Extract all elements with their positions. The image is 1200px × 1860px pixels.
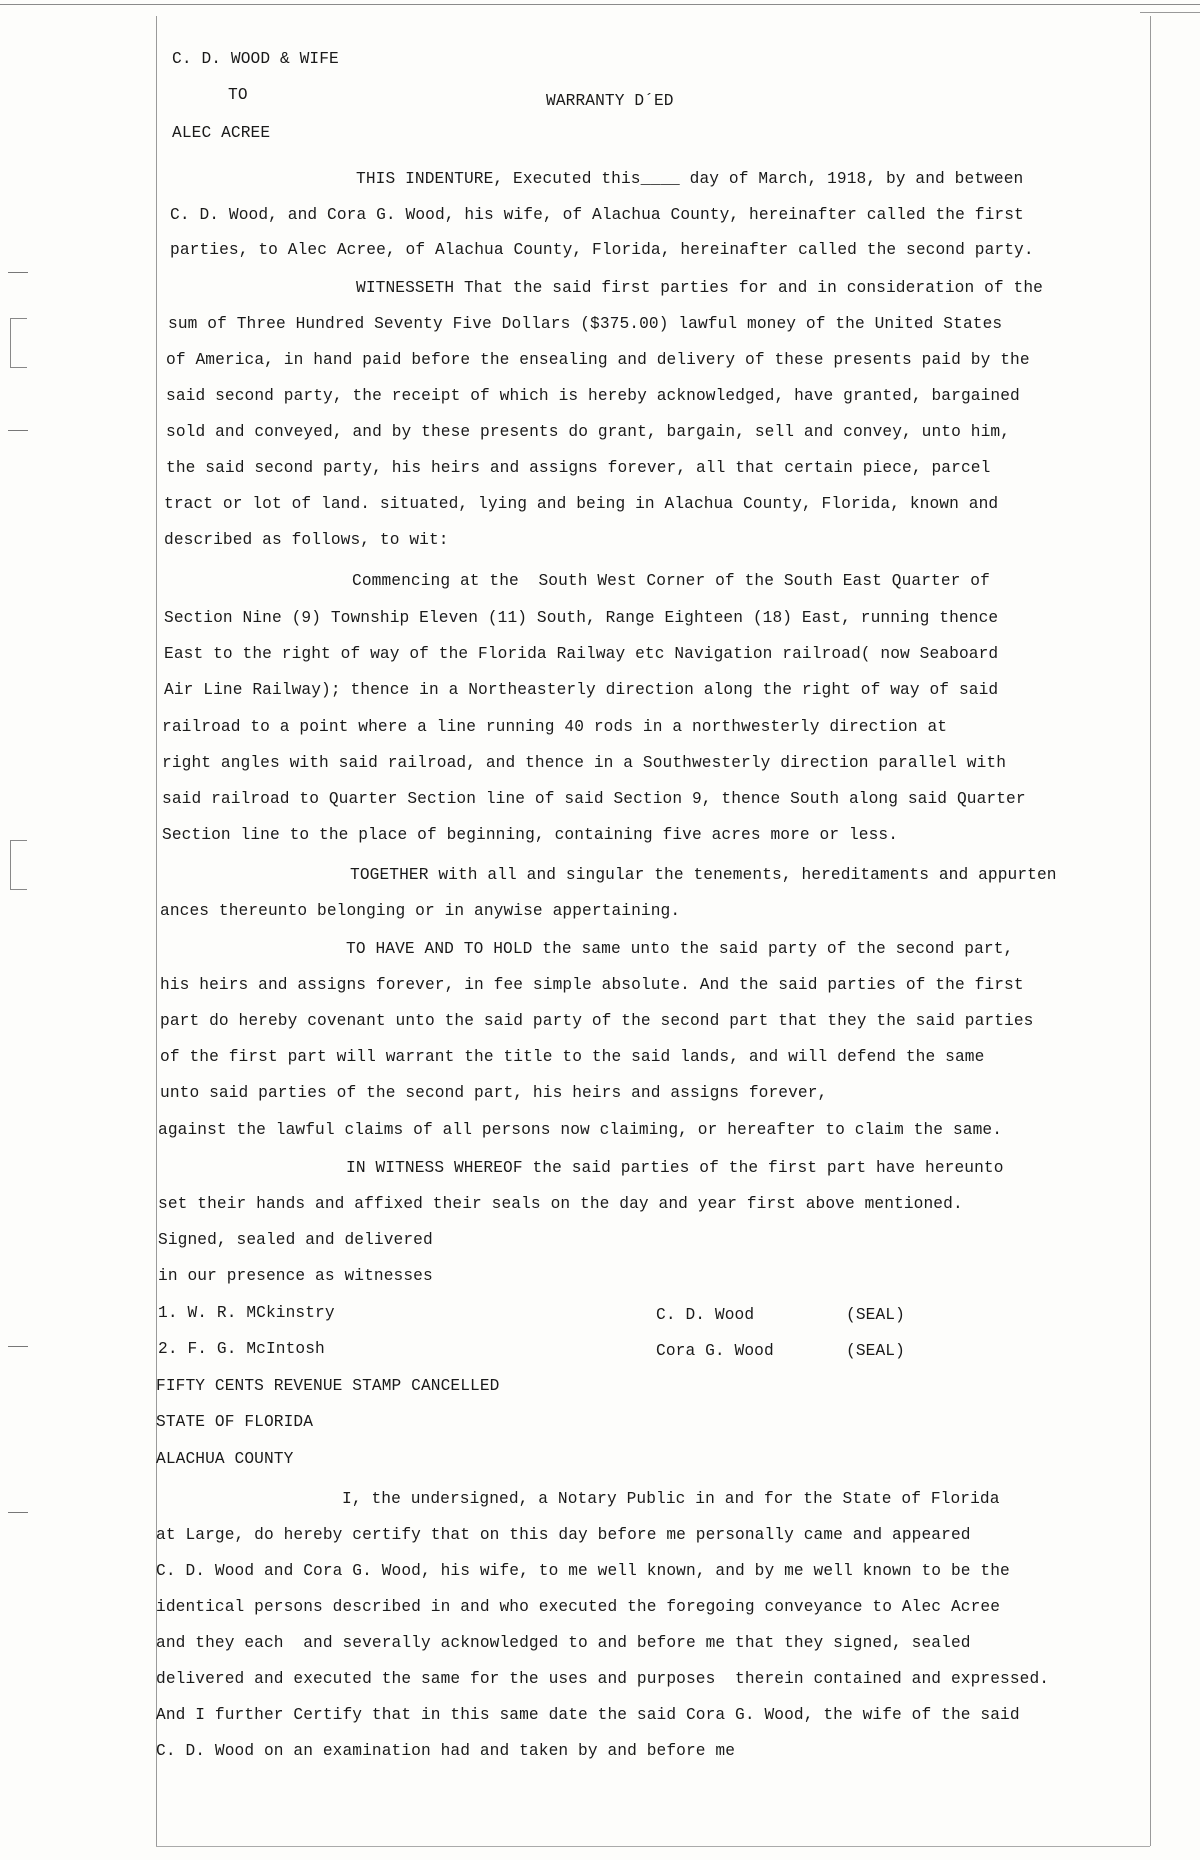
body-line: part do hereby covenant unto the said party of the second part that they the said parties bbox=[160, 1012, 1034, 1030]
body-line: ances thereunto belonging or in anywise appertaining. bbox=[160, 902, 681, 920]
body-line: IN WITNESS WHEREOF the said parties of the first part have hereunto bbox=[346, 1159, 1004, 1177]
notary-line: I, the undersigned, a Notary Public in and for the State of Florida bbox=[342, 1490, 1000, 1508]
witness-one: 1. W. R. MCkinstry bbox=[158, 1304, 335, 1322]
body-line: set their hands and affixed their seals on the day and year first above mentioned. bbox=[158, 1195, 963, 1213]
signer-two-seal: (SEAL) bbox=[846, 1342, 905, 1360]
notary-line: C. D. Wood on an examination had and taken by and before me bbox=[156, 1742, 736, 1760]
signer-one-name: C. D. Wood bbox=[656, 1306, 755, 1324]
notary-line: identical persons described in and who executed the foregoing conveyance to Alec Acree bbox=[156, 1598, 1001, 1616]
signer-two-name: Cora G. Wood bbox=[656, 1342, 774, 1360]
body-line: sold and conveyed, and by these presents do grant, bargain, sell and convey, unto him, bbox=[166, 423, 1011, 441]
body-line: described as follows, to wit: bbox=[164, 531, 449, 549]
notary-line: C. D. Wood and Cora G. Wood, his wife, to me well known, and by me well known to be the bbox=[156, 1562, 1010, 1580]
to-heading: TO bbox=[228, 86, 248, 104]
state-heading: STATE OF FLORIDA bbox=[156, 1413, 314, 1431]
document-title: WARRANTY D´ED bbox=[546, 92, 674, 110]
notary-line: at Large, do hereby certify that on this day before me personally came and appeared bbox=[156, 1526, 971, 1544]
binder-mark bbox=[8, 1346, 28, 1347]
binder-mark bbox=[8, 1512, 28, 1513]
grantor-heading: C. D. WOOD & WIFE bbox=[172, 50, 339, 68]
body-line: of America, in hand paid before the ensealing and delivery of these presents paid by the bbox=[166, 351, 1030, 369]
revenue-stamp-note: FIFTY CENTS REVENUE STAMP CANCELLED bbox=[156, 1377, 500, 1395]
top-right-border-line bbox=[1140, 12, 1200, 13]
body-line: said second party, the receipt of which is hereby acknowledged, have granted, bargained bbox=[166, 387, 1020, 405]
binder-bracket bbox=[10, 318, 27, 368]
body-line: Commencing at the South West Corner of the South East Quarter of bbox=[352, 572, 990, 590]
body-line: Section Nine (9) Township Eleven (11) South, Range Eighteen (18) East, running thence bbox=[164, 609, 999, 627]
body-line: his heirs and assigns forever, in fee simple absolute. And the said parties of the first bbox=[160, 976, 1024, 994]
body-line: Air Line Railway); thence in a Northeasterly direction along the right of way of said bbox=[164, 681, 999, 699]
body-line: right angles with said railroad, and thence in a Southwesterly direction parallel with bbox=[162, 754, 1007, 772]
body-line: parties, to Alec Acree, of Alachua County, Florida, hereinafter called the second party. bbox=[170, 241, 1034, 259]
body-line: tract or lot of land. situated, lying and being in Alachua County, Florida, known and bbox=[164, 495, 999, 513]
body-line: WITNESSETH That the said first parties for and in consideration of the bbox=[356, 279, 1043, 297]
body-line: Section line to the place of beginning, containing five acres more or less. bbox=[162, 826, 899, 844]
body-line: East to the right of way of the Florida Railway etc Navigation railroad( now Seaboard bbox=[164, 645, 999, 663]
county-heading: ALACHUA COUNTY bbox=[156, 1450, 294, 1468]
grantee-heading: ALEC ACREE bbox=[172, 124, 271, 142]
signer-one-seal: (SEAL) bbox=[846, 1306, 905, 1324]
body-line: of the first part will warrant the title to the said lands, and will defend the same bbox=[160, 1048, 985, 1066]
body-line: sum of Three Hundred Seventy Five Dollars ($375.00) lawful money of the United States bbox=[168, 315, 1003, 333]
body-line: C. D. Wood, and Cora G. Wood, his wife, of Alachua County, hereinafter called the first bbox=[170, 206, 1024, 224]
bottom-border-line bbox=[156, 1846, 1150, 1847]
body-line: against the lawful claims of all persons now claiming, or hereafter to claim the same. bbox=[158, 1121, 1003, 1139]
binder-mark bbox=[8, 272, 28, 273]
body-line: railroad to a point where a line running 40 rods in a northwesterly direction at bbox=[162, 718, 948, 736]
body-line: TO HAVE AND TO HOLD the same unto the said party of the second part, bbox=[346, 940, 1014, 958]
body-line: unto said parties of the second part, his heirs and assigns forever, bbox=[160, 1084, 828, 1102]
notary-line: and they each and severally acknowledged to and before me that they signed, sealed bbox=[156, 1634, 971, 1652]
binder-bracket bbox=[10, 840, 27, 890]
body-line: TOGETHER with all and singular the tenements, hereditaments and appurten bbox=[350, 866, 1057, 884]
top-border-line bbox=[0, 4, 1200, 5]
body-line: said railroad to Quarter Section line of said Section 9, thence South along said Quarter bbox=[162, 790, 1026, 808]
notary-line: And I further Certify that in this same date the said Cora G. Wood, the wife of the said bbox=[156, 1706, 1020, 1724]
body-line: the said second party, his heirs and assigns forever, all that certain piece, parcel bbox=[166, 459, 991, 477]
binder-mark bbox=[8, 430, 28, 431]
body-line: THIS INDENTURE, Executed this____ day of March, 1918, by and between bbox=[356, 170, 1024, 188]
body-line: Signed, sealed and delivered bbox=[158, 1231, 433, 1249]
body-line: in our presence as witnesses bbox=[158, 1267, 433, 1285]
right-margin-line bbox=[1150, 16, 1151, 1846]
witness-two: 2. F. G. McIntosh bbox=[158, 1340, 325, 1358]
notary-line: delivered and executed the same for the uses and purposes therein contained and expressed. bbox=[156, 1670, 1050, 1688]
